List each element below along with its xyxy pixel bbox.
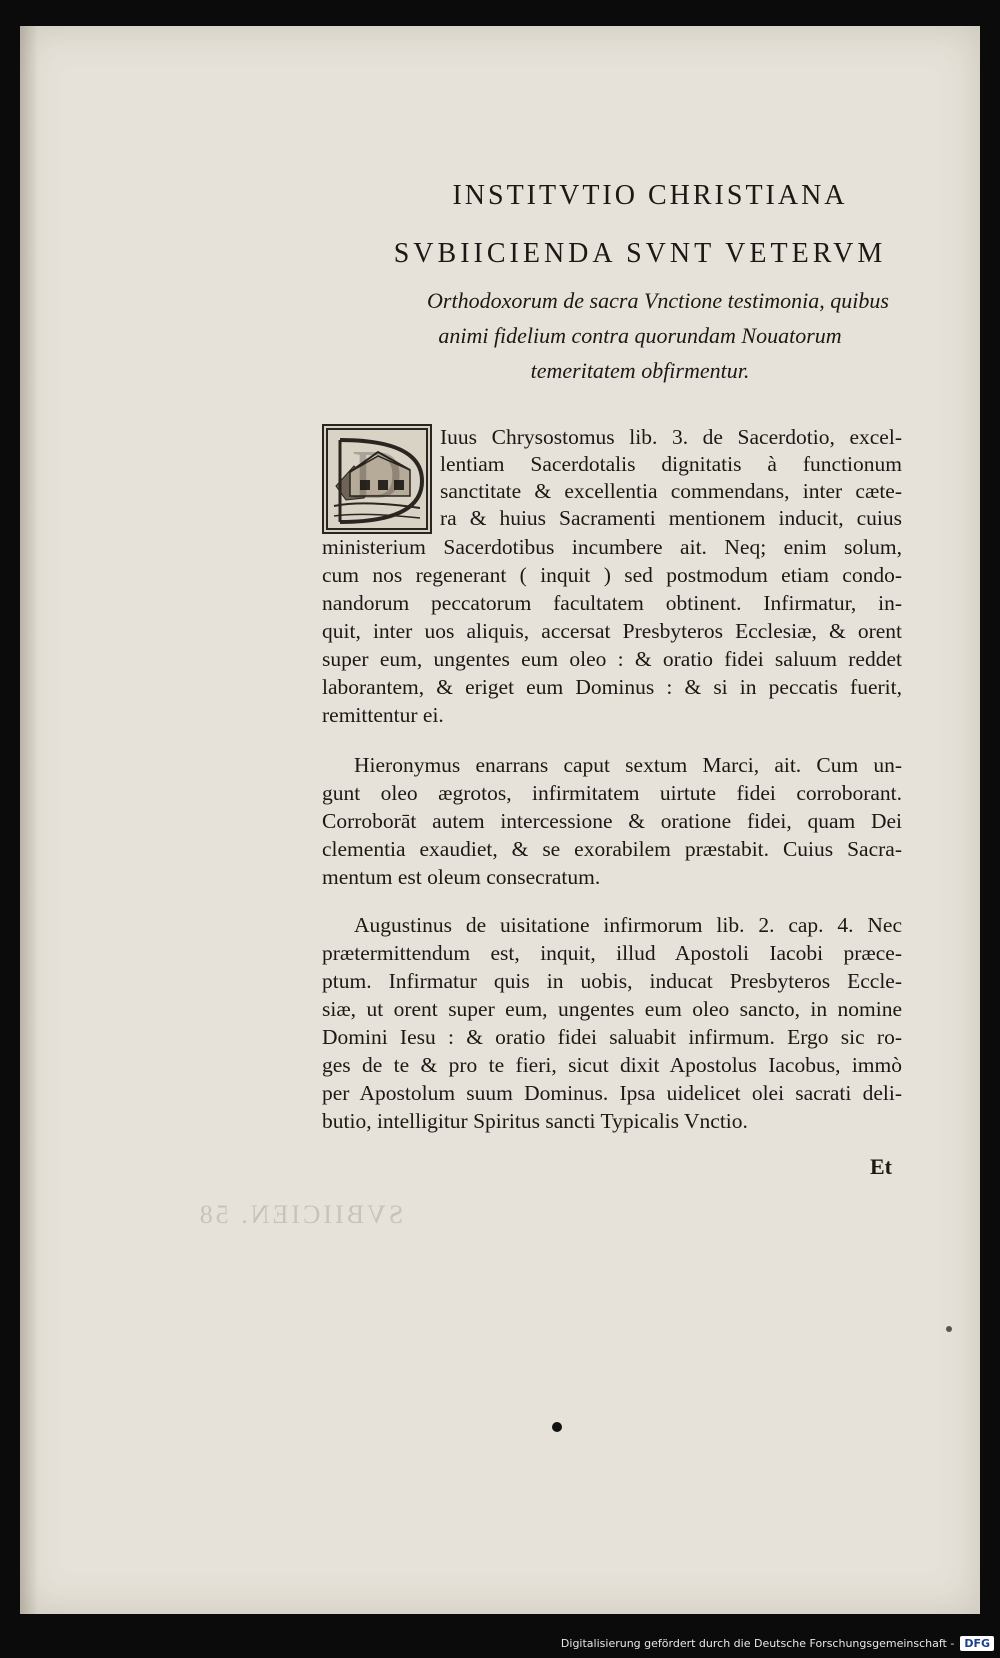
text-line: quit, inter uos aliquis, accersat Presbyteros Ecclesiæ, & orent <box>322 619 902 643</box>
text-line: Hieronymus enarrans caput sextum Marci, ait. Cum un- <box>354 753 902 777</box>
text-line: ra & huius Sacramenti mentionem inducit, cuius <box>440 506 902 530</box>
text-line: lentiam Sacerdotalis dignitatis à functionum <box>440 452 902 476</box>
ink-spot <box>552 1422 562 1432</box>
section-title: SVBIICIENDA SVNT VETERVM <box>393 238 887 269</box>
text-line: clementia exaudiet, & se exorabilem præstabit. Cuius Sacra- <box>322 837 902 861</box>
footer-credit: Digitalisierung gefördert durch die Deutsche Forschungsgemeinschaft - <box>560 1636 955 1650</box>
digitization-footer <box>561 1632 994 1654</box>
show-through-text: SVBIICIEN. 58 <box>196 1200 404 1229</box>
text-line: cum nos regenerant ( inquit ) sed postmodum etiam condo- <box>322 563 902 587</box>
text-line: ministerium Sacerdotibus incumbere ait. Neq; enim solum, <box>322 535 902 559</box>
text-line: Iuus Chrysostomus lib. 3. de Sacerdotio, excel- <box>440 425 902 449</box>
text-line: butio, intelligitur Spiritus sancti Typicalis Vnctio. <box>322 1109 748 1133</box>
text-line: per Apostolum suum Dominus. Ipsa uidelicet olei sacrati deli- <box>322 1081 902 1105</box>
text-line: remittentur ei. <box>322 703 444 727</box>
text-line: nandorum peccatorum facultatem obtinent. Infirmatur, in- <box>322 591 902 615</box>
text-line: prætermittendum est, inquit, illud Apostoli Iacobi præce- <box>322 941 902 965</box>
subtitle-line: animi fidelium contra quorundam Nouatorum <box>438 323 842 348</box>
text-line: Corroborāt autem intercessione & oratione fidei, quam Dei <box>322 809 902 833</box>
decorated-initial <box>322 424 432 534</box>
text-line: sanctitate & excellentia commendans, inter cæte- <box>440 479 902 503</box>
text-line: ges de te & pro te fieri, sicut dixit Apostolus Iacobus, immò <box>322 1053 902 1077</box>
text-line: laborantem, & eriget eum Dominus : & si in peccatis fuerit, <box>322 675 902 699</box>
woodcut-initial-d <box>324 426 430 532</box>
subtitle-line: temeritatem obfirmentur. <box>530 358 750 383</box>
text-line: super eum, ungentes eum oleo : & oratio fidei saluum reddet <box>322 647 902 671</box>
text-line: ptum. Infirmatur quis in uobis, inducat Presbyteros Eccle- <box>322 969 902 993</box>
book-page <box>20 26 980 1614</box>
catchword: Et <box>870 1154 892 1179</box>
text-line: Domini Iesu : & oratio fidei saluabit infirmum. Ergo sic ro- <box>322 1025 902 1049</box>
ink-spot <box>946 1326 952 1332</box>
running-head: INSTITVTIO CHRISTIANA <box>452 180 848 211</box>
subtitle-line: Orthodoxorum de sacra Vnctione testimonia, quibus <box>427 288 889 313</box>
text-line: mentum est oleum consecratum. <box>322 865 601 889</box>
dfg-logo-icon: DFG <box>960 1636 994 1651</box>
text-line: gunt oleo ægrotos, infirmitatem uirtute fidei corroborant. <box>322 781 902 805</box>
text-line: Augustinus de uisitatione infirmorum lib. 2. cap. 4. Nec <box>354 913 902 937</box>
text-line: siæ, ut orent super eum, ungentes eum oleo sancto, in nomine <box>322 997 902 1021</box>
initial-letter: D <box>351 437 403 514</box>
